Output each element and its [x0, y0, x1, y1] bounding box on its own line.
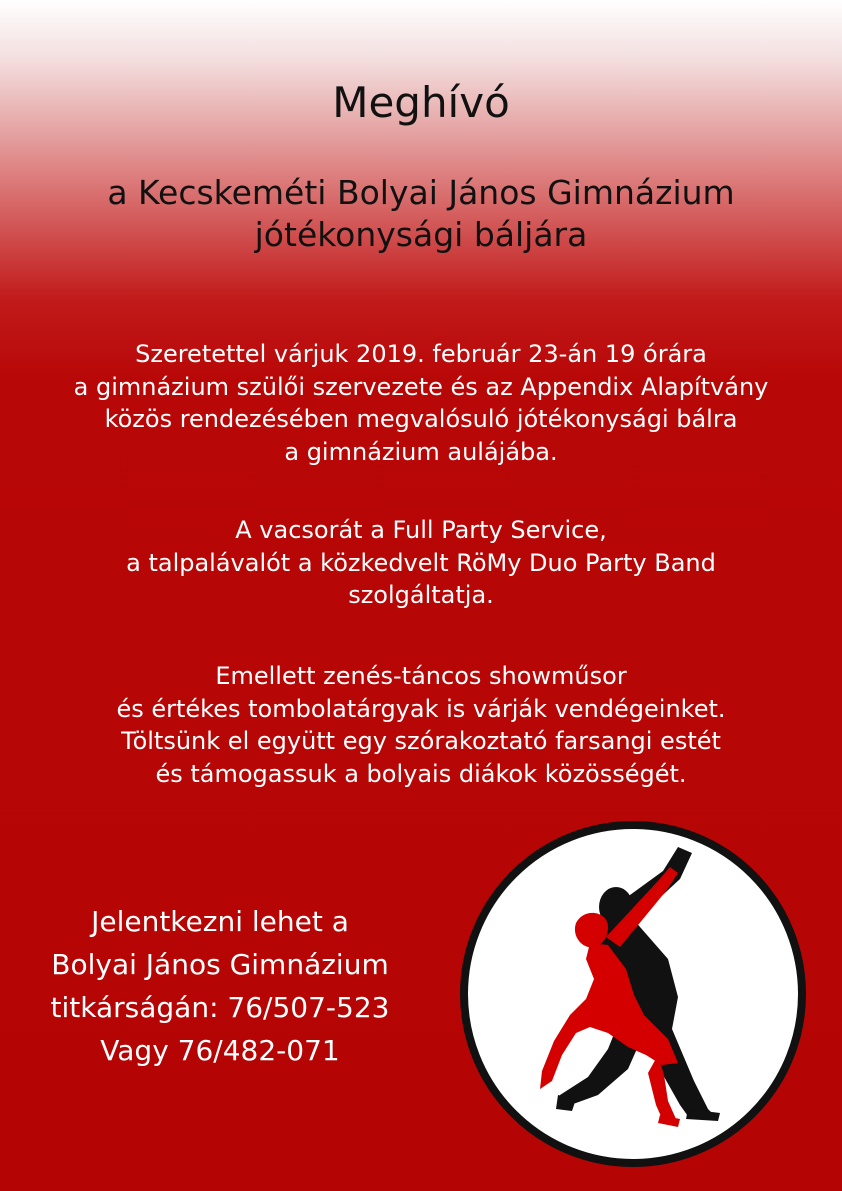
- program-paragraph: [0, 660, 842, 790]
- catering-paragraph: [0, 514, 842, 612]
- contact-line: Jelentkezni lehet a: [91, 905, 349, 938]
- paragraph-line: A vacsorát a Full Party Service,: [235, 516, 607, 544]
- paragraph-line: közös rendezésében megvalósuló jótékonysági bálra: [104, 405, 738, 433]
- page-title: Meghívó: [332, 78, 510, 127]
- paragraph-line: és támogassuk a bolyais diákok közösségét.: [155, 759, 687, 788]
- subtitle-line: a Kecskeméti Bolyai János Gimnázium: [107, 173, 735, 212]
- subtitle-line: jótékonysági báljára: [254, 215, 588, 254]
- tango-dancers-logo-icon: [458, 819, 808, 1169]
- event-subtitle: [0, 172, 842, 256]
- paragraph-line: és értékes tombolatárgyak is várják vendégeinket.: [116, 694, 726, 723]
- contact-info: [0, 900, 440, 1072]
- invitation-paragraph: [0, 338, 842, 468]
- paragraph-line: Töltsünk el együtt egy szórakoztató farsangi estét: [121, 727, 721, 755]
- paragraph-line: Emellett zenés-táncos showműsor: [215, 662, 627, 690]
- contact-line: titkárságán: 76/507-523: [50, 991, 390, 1024]
- paragraph-line: a gimnázium szülői szervezete és az Appendix Alapítvány: [73, 372, 769, 401]
- dancers-emblem: [458, 819, 808, 1169]
- paragraph-line: a gimnázium aulájába.: [284, 437, 558, 466]
- paragraph-line: szolgáltatja.: [348, 581, 494, 609]
- contact-line: Vagy 76/482-071: [100, 1034, 340, 1067]
- paragraph-line: Szeretettel várjuk 2019. február 23-án 19 órára: [135, 340, 707, 368]
- paragraph-line: a talpalávalót a közkedvelt RöMy Duo Party Band: [126, 548, 716, 577]
- contact-line: Bolyai János Gimnázium: [51, 948, 389, 981]
